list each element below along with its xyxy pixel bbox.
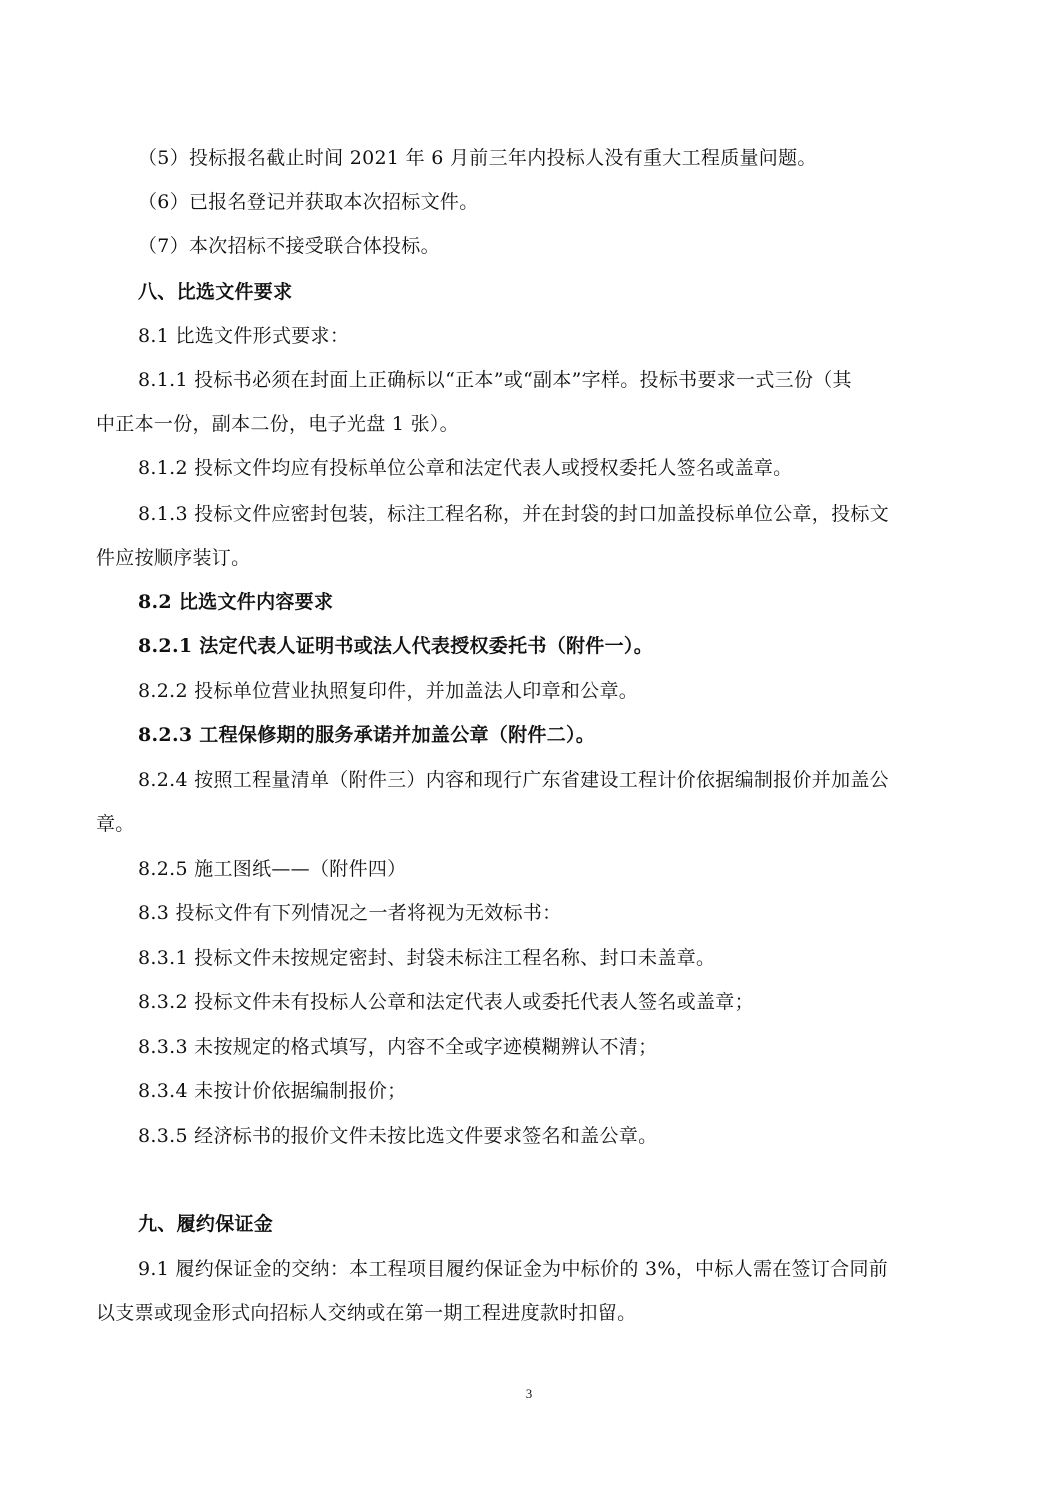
paragraph-line: 8.3.5 经济标书的报价文件未按比选文件要求签名和盖公章。 xyxy=(138,1125,658,1147)
paragraph-line: 8.2.3 工程保修期的服务承诺并加盖公章（附件二）。 xyxy=(138,724,596,746)
page-number: 3 xyxy=(525,1386,533,1401)
paragraph-line: 8.1.2 投标文件均应有投标单位公章和法定代表人或授权委托人签名或盖章。 xyxy=(138,457,793,479)
paragraph-line: 8.3.2 投标文件未有投标人公章和法定代表人或委托代表人签名或盖章； xyxy=(138,991,754,1013)
paragraph-line: （6）已报名登记并获取本次招标文件。 xyxy=(138,191,479,213)
paragraph-line: 8.1.3 投标文件应密封包装，标注工程名称，并在封袋的封口加盖投标单位公章，投标文 xyxy=(138,503,889,525)
paragraph-line: 8.2.1 法定代表人证明书或法人代表授权委托书（附件一）。 xyxy=(138,635,654,657)
paragraph-line: 中正本一份，副本二份，电子光盘 1 张）。 xyxy=(96,413,459,435)
section-heading: 八、比选文件要求 xyxy=(138,281,293,303)
paragraph-line: 章。 xyxy=(96,813,135,835)
paragraph-line: 8.3.4 未按计价依据编制报价； xyxy=(138,1080,407,1102)
paragraph-line: 8.2.4 按照工程量清单（附件三）内容和现行广东省建设工程计价依据编制报价并加盖公 xyxy=(138,769,889,791)
paragraph-line: （7）本次招标不接受联合体投标。 xyxy=(138,235,440,257)
paragraph-line: 8.3 投标文件有下列情况之一者将视为无效标书： xyxy=(138,902,562,924)
paragraph-line: （5）投标报名截止时间 2021 年 6 月前三年内投标人没有重大工程质量问题。 xyxy=(138,147,817,169)
subsection-heading: 8.1 比选文件形式要求： xyxy=(138,325,350,347)
paragraph-line: 9.1 履约保证金的交纳：本工程项目履约保证金为中标价的 3%，中标人需在签订合同前 xyxy=(138,1258,889,1280)
paragraph-line: 8.3.1 投标文件未按规定密封、封袋未标注工程名称、封口未盖章。 xyxy=(138,947,716,969)
paragraph-line: 8.3.3 未按规定的格式填写，内容不全或字迹模糊辨认不清； xyxy=(138,1036,658,1058)
paragraph-line: 8.2.5 施工图纸——（附件四） xyxy=(138,858,407,880)
paragraph-line: 8.1.1 投标书必须在封面上正确标以“正本”或“副本”字样。投标书要求一式三份（其 xyxy=(138,369,852,391)
paragraph-line: 件应按顺序装订。 xyxy=(96,547,251,569)
subsection-heading: 8.2 比选文件内容要求 xyxy=(138,591,334,613)
paragraph-line: 8.2.2 投标单位营业执照复印件，并加盖法人印章和公章。 xyxy=(138,680,639,702)
paragraph-line: 以支票或现金形式向招标人交纳或在第一期工程进度款时扣留。 xyxy=(96,1302,637,1324)
section-heading: 九、履约保证金 xyxy=(138,1213,274,1235)
